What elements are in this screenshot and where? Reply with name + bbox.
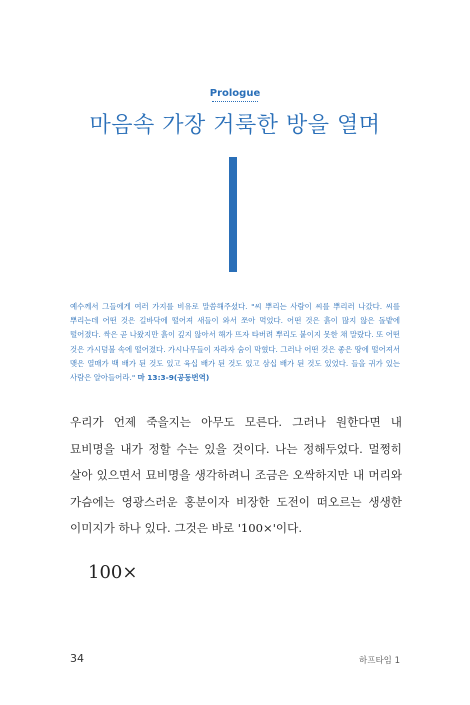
body-paragraph: 우리가 언제 죽을지는 아무도 모른다. 그러나 원한다면 내 묘비명을 내가 정할 수는 있을 것이다. 나는 정해두었다. 멀쩡히 살아 있으면서 묘비명을 생각하려니 조금은 오싹하지만 내 머리와 가슴에는 영광스러운 홍분이자 비장한 도전이 떠오르는 생생한 이미지가 하나 있다. 그것은 바로 '100×'이다. — [70, 415, 402, 535]
running-title: 하프타임 1 — [359, 656, 400, 666]
section-kicker: Prologue — [209, 88, 261, 99]
kicker-underline — [212, 101, 258, 102]
quote-citation: 마 13:3-9(공동번역) — [137, 373, 210, 383]
page-title: 마음속 가장 거룩한 방을 열며 — [89, 113, 381, 138]
quote-text: 예수께서 그들에게 여러 가지를 비유로 말씀해주셨다. "씨 뿌리는 사람이 씨를 뿌리러 나갔다. 씨를 뿌리는데 어떤 것은 길바닥에 떨어져 새들이 와서 쪼아 먹었다. 어떤 것은 흙이 많지 않은 돌밭에 떨어졌다. 싹은 곧 나왔지만 흙이 깊지 않아서 해가 뜨자 타버려 뿌리도 붙이지 못한 채 말랐다. 또 어떤 것은 가시덤불 속에 떨어졌다. 가시나무들이 자라자 숨이 막혔다. 그러나 어떤 것은 좋은 땅에 떨어져서 맺은 열매가 백 배가 된 것도 있고 육십 배가 된 것도 있고 삼십 배가 된 것도 있었다. 들을 귀가 있는 사람은 알아들어라." — [70, 302, 400, 383]
page-number: 34 — [70, 652, 84, 665]
decorative-bar — [229, 157, 237, 272]
scripture-quote — [70, 300, 400, 385]
highlight-text: 100× — [88, 562, 138, 583]
